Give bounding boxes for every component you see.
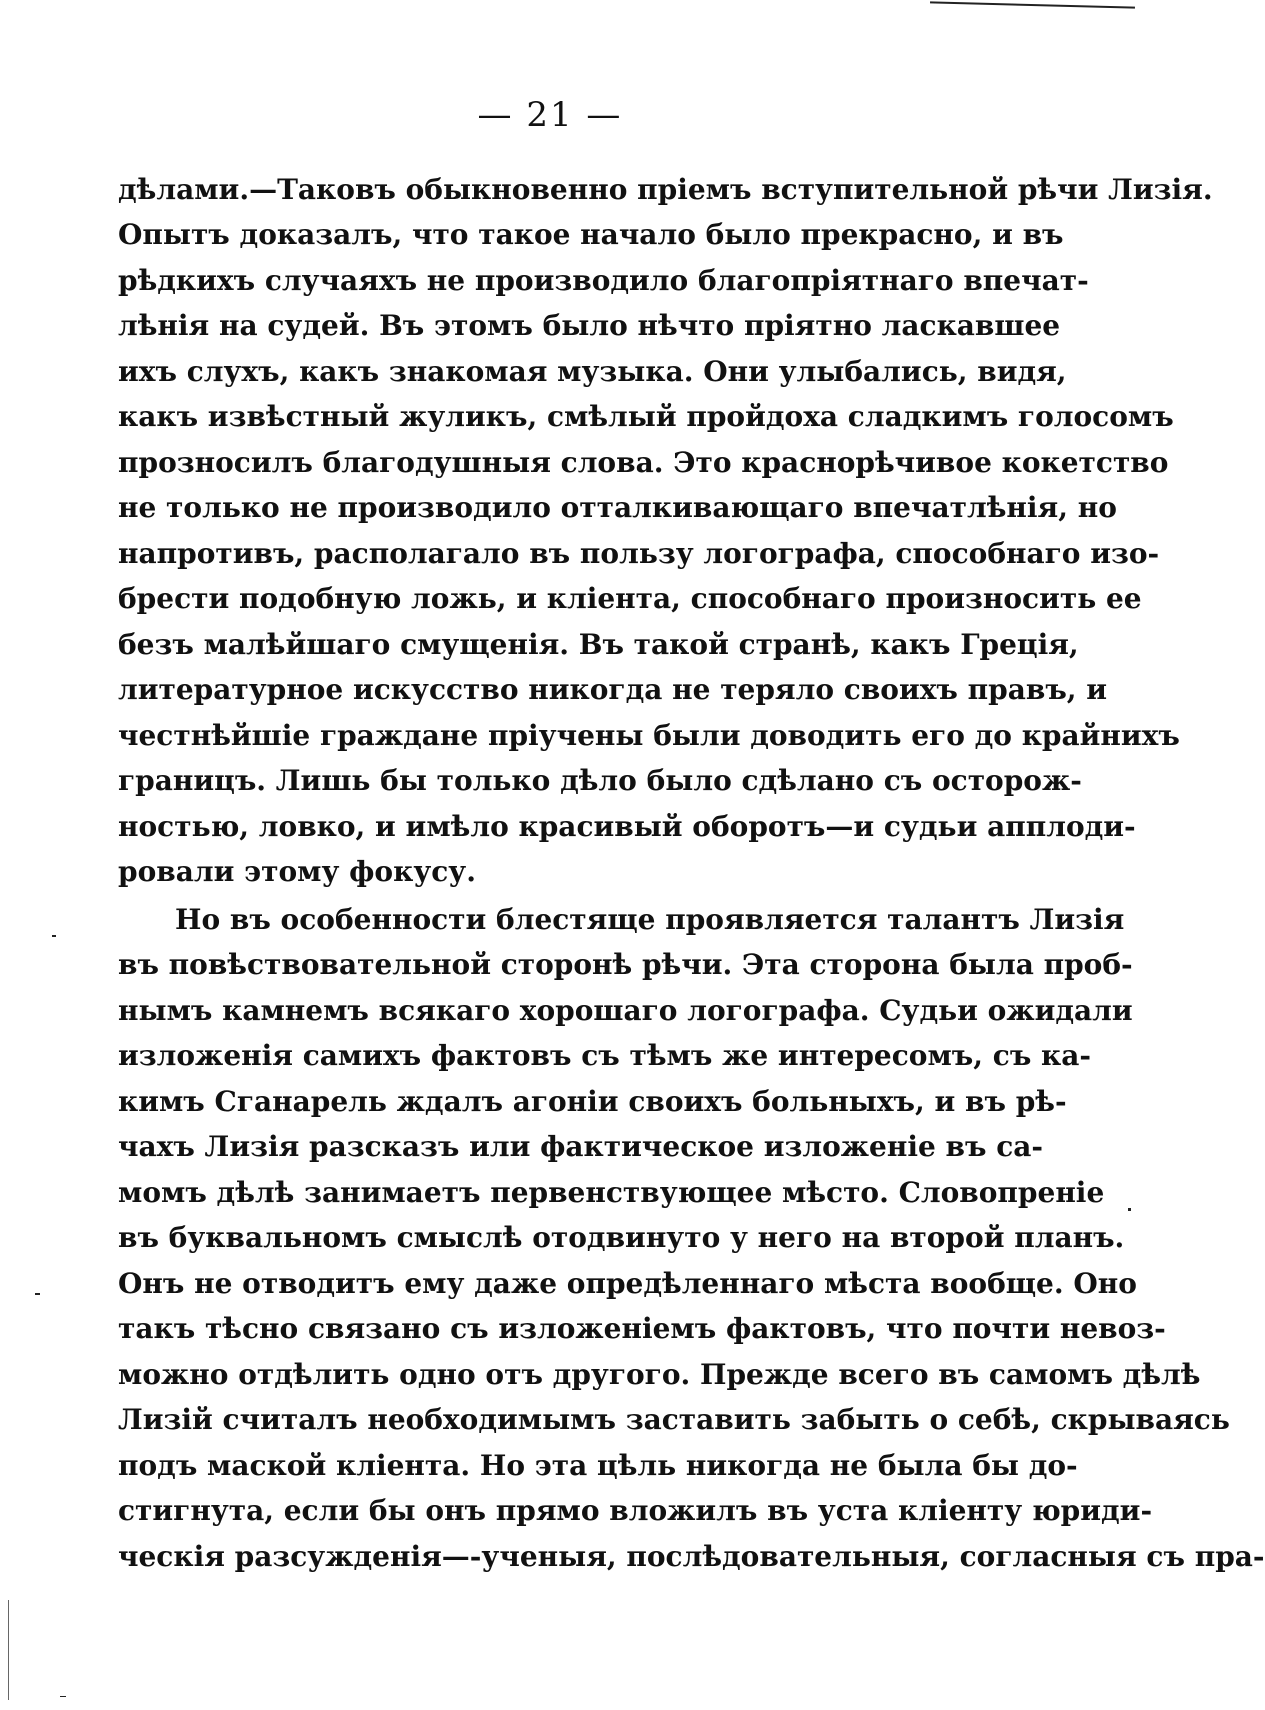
text-line: нымъ камнемъ всякаго хорошаго логографа. Судьи ожидали (118, 994, 1133, 1027)
text-line: можно отдѣлить одно отъ другого. Прежде всего въ самомъ дѣлѣ (118, 1358, 1201, 1391)
text-line: безъ малѣйшаго смущенія. Въ такой странѣ, какъ Греція, (118, 628, 1079, 661)
text-line: литературное искусство никогда не теряло своихъ правъ, и (118, 673, 1108, 706)
scan-speck (52, 935, 56, 937)
text-line: границъ. Лишь бы только дѣло было сдѣлано съ осторож- (118, 764, 1082, 797)
text-line: ровали этому фокусу. (118, 855, 476, 888)
text-line: дѣлами.—Таковъ обыкновенно пріемъ вступительной рѣчи Лизія. (118, 173, 1213, 206)
text-line: въ буквальномъ смыслѣ отодвинуто у него на второй планъ. (118, 1221, 1125, 1254)
text-line: стигнута, если бы онъ прямо вложилъ въ уста кліенту юриди- (118, 1494, 1153, 1527)
text-line: честнѣйшіе граждане пріучены были доводить его до крайнихъ (118, 719, 1180, 752)
text-line: ностью, ловко, и имѣло красивый оборотъ—и судьи апплоди- (118, 810, 1136, 843)
text-line: брести подобную ложь, и кліента, способнаго произносить ее (118, 582, 1142, 615)
text-line: прозносилъ благодушныя слова. Это краснорѣчивое кокетство (118, 446, 1169, 479)
text-line: кимъ Сганарель ждалъ агоніи своихъ больныхъ, и въ рѣ- (118, 1085, 1067, 1118)
scan-speck (60, 1696, 66, 1697)
text-line: Онъ не отводитъ ему даже опредѣленнаго мѣста вообще. Оно (118, 1267, 1137, 1300)
text-line: рѣдкихъ случаяхъ не производило благопріятнаго впечат- (118, 264, 1089, 297)
text-line: изложенія самихъ фактовъ съ тѣмъ же интересомъ, съ ка- (118, 1039, 1092, 1072)
text-line: ихъ слухъ, какъ знакомая музыка. Они улыбались, видя, (118, 355, 1067, 388)
text-line: момъ дѣлѣ занимаетъ первенствующее мѣсто. Словопреніе (118, 1176, 1105, 1209)
scan-edge-line (8, 1600, 9, 1700)
text-line: Лизій считалъ необходимымъ заставить забыть о себѣ, скрываясь (118, 1403, 1230, 1436)
scan-speck (1128, 1208, 1131, 1211)
text-line: чахъ Лизія разсказъ или фактическое изложеніе въ са- (118, 1130, 1044, 1163)
text-line: какъ извѣстный жуликъ, смѣлый пройдоха сладкимъ голосомъ (118, 400, 1174, 433)
text-line: Опытъ доказалъ, что такое начало было прекрасно, и въ (118, 218, 1064, 251)
scan-speck (35, 1293, 40, 1295)
text-line: такъ тѣсно связано съ изложеніемъ фактовъ, что почти невоз- (118, 1312, 1166, 1345)
text-line: не только не производило отталкивающаго впечатлѣнія, но (118, 491, 1117, 524)
text-line: въ повѣствовательной сторонѣ рѣчи. Эта сторона была проб- (118, 948, 1133, 981)
text-line: лѣнія на судей. Въ этомъ было нѣчто пріятно ласкавшее (118, 309, 1061, 342)
text-line: подъ маской кліента. Но эта цѣль никогда не была бы до- (118, 1449, 1078, 1482)
text-line: ческія разсужденія—-ученыя, послѣдовательныя, согласныя съ пра- (118, 1540, 1265, 1573)
text-line: напротивъ, располагало въ пользу логографа, способнаго изо- (118, 537, 1160, 570)
text-line: Но въ особенности блестяще проявляется талантъ Лизія (175, 903, 1125, 936)
page-number: — 21 — (477, 95, 623, 135)
